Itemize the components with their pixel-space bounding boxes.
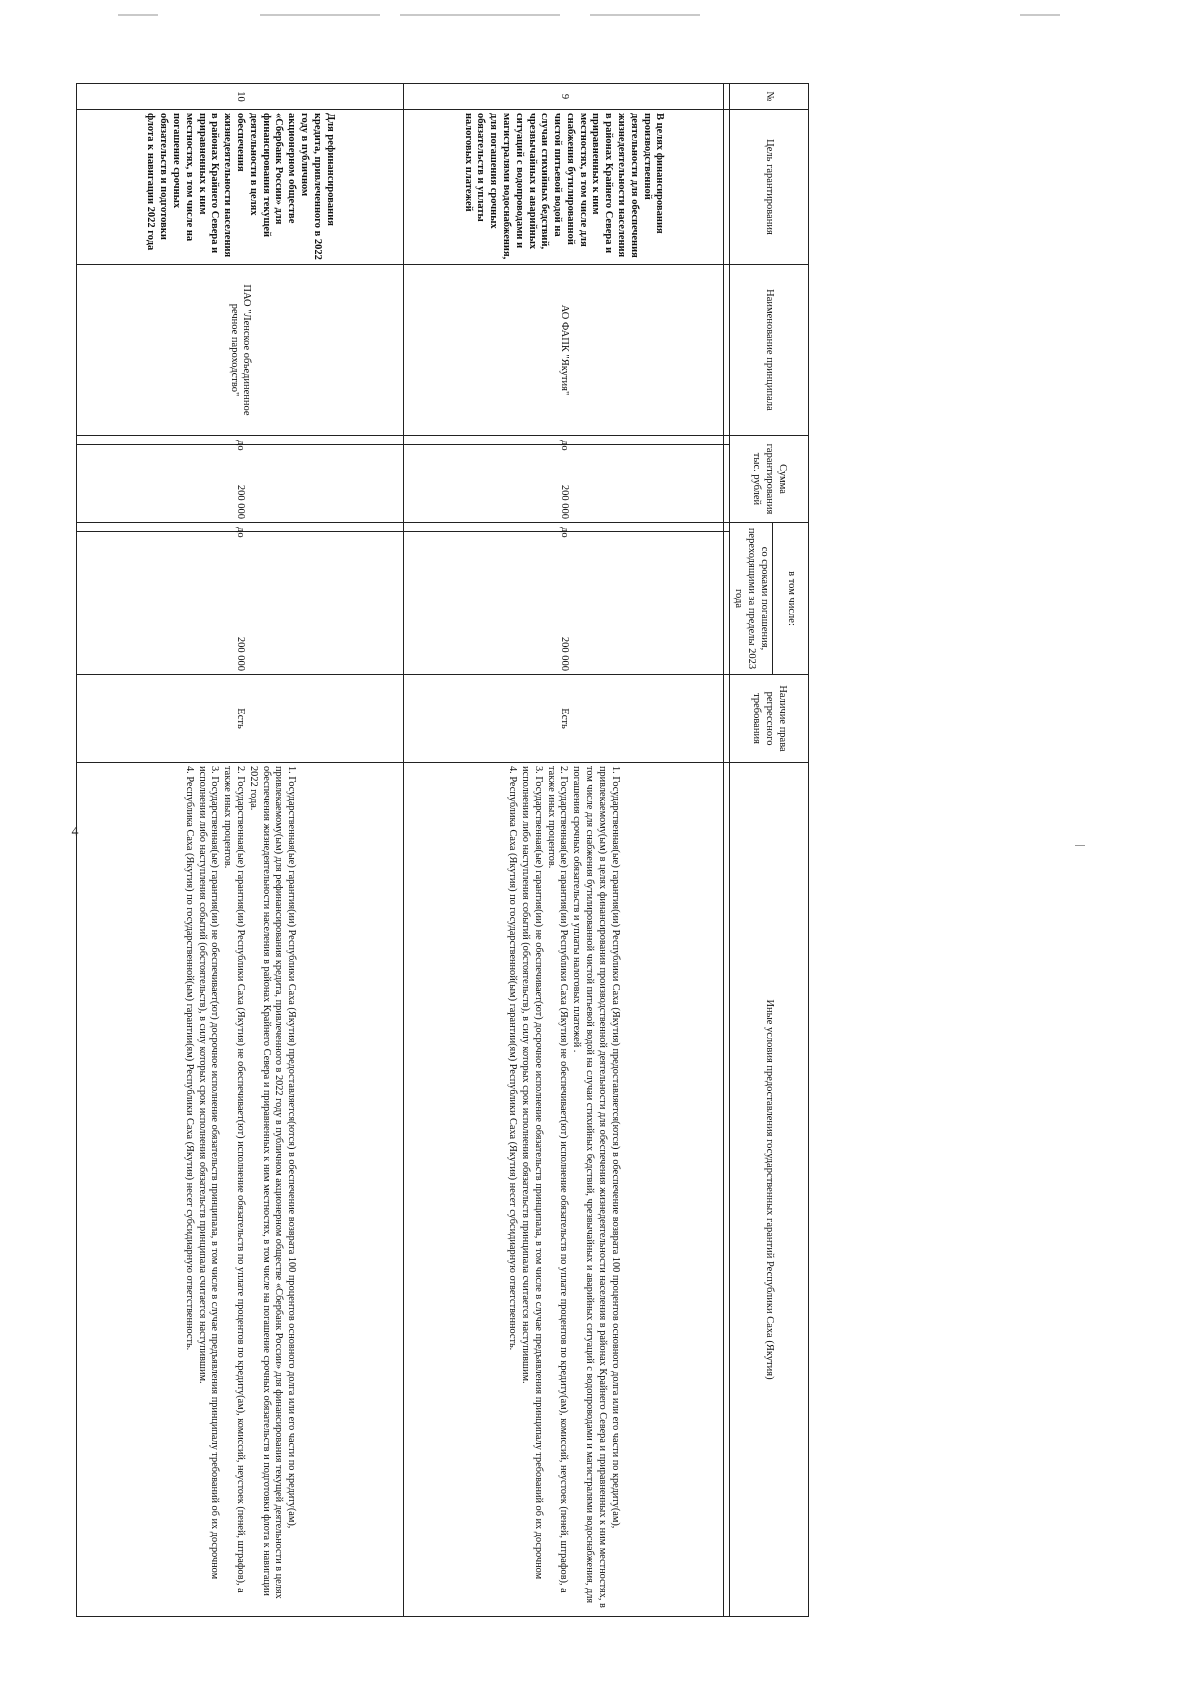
amount-prefix: до	[76, 436, 403, 445]
condition-item: 2. Государственная(ые) гарантия(ии) Республики Саха (Якутия) не обеспечивает(ют) исполнение обязательств по уплате процентов по кредиту(ам), комиссий, неустоек (пеней, штрафов), а также иных процентов.	[545, 766, 570, 1593]
row-principal: ПАО "Ленское объединенное речное пароходство"	[76, 265, 403, 436]
amount-prefix: до	[403, 436, 723, 445]
row-number: 10	[76, 84, 403, 110]
table-row	[76, 84, 403, 1617]
table-row	[403, 84, 723, 1617]
row-number: 9	[403, 84, 723, 110]
condition-item: 3. Государственная(ые) гарантия(ии) не обеспечивает(ют) досрочное исполнение обязательств принципала, в том числе в случае предъявления принципалу требований об их досрочном исполнении либо наступления событий (обстоятельств), в силу которых срок исполнения обязательств принципала считается наступившим.	[196, 766, 221, 1580]
header-including: в том числе:	[773, 523, 809, 675]
header-amount: Сумма гарантирования тыс. рублей	[729, 436, 808, 523]
row-recourse: Есть	[76, 675, 403, 763]
header-principal: Наименование принципала	[729, 265, 808, 436]
row-conditions	[76, 763, 403, 1617]
row-principal: АО ФАПК "Якутия"	[403, 265, 723, 436]
row-conditions	[403, 763, 723, 1617]
condition-item: 3. Государственная(ые) гарантия(ии) не обеспечивает(ют) досрочное исполнение обязательств принципала, в том числе в случае предъявления принципалу требований об их досрочном исполнении либо наступления событий (обстоятельств), в силу которых срок исполнения обязательств принципала считается наступившим.	[520, 766, 544, 1580]
header-conditions: Иные условия предоставления государственных гарантий Республики Саха (Якутия)	[729, 763, 808, 1617]
row-beyond: 200 000	[76, 532, 403, 675]
row-recourse: Есть	[403, 675, 723, 763]
header-purpose: Цель гарантирования	[729, 110, 808, 265]
beyond-prefix: до	[403, 523, 723, 532]
page-number: 4	[71, 824, 79, 840]
row-beyond: 200 000	[403, 532, 723, 675]
condition-item: 1. Государственная(ые) гарантия(ии) Республики Саха (Якутия) предоставляется(ются) в обеспечение возврата 100 процентов основного долга или его части по кредиту(ам), привлекаемому(ым) для рефинансирования кредита, привлеченного в 2022 году в публичном акционерном обществе «Сбербанк России» для финансирования текущей деятельности в целях обеспечения жизнедеятельности населения в районах Крайнего Севера и приравненных к ним местностях, в том числе на погашение срочных обязательств и подготовки флота к навигации 2022 года.	[247, 766, 298, 1599]
guarantees-table	[76, 83, 809, 1617]
condition-item: 1. Государственная(ые) гарантия(ии) Республики Саха (Якутия) предоставляется(ются) в обеспечение возврата 100 процентов основного долга или его части по кредиту(ам), привлекаемому(ым) в целях финансирования производственной деятельности для обеспечения жизнедеятельности населения в районах Крайнего Севера и приравненных к ним местностях, в том числе для снабжения бутилированной чистой питьевой водой на случаи стихийных бедствий, чрезвычайных и аварийных ситуаций с водопроводами и магистралями водоснабжения, для погашения срочных обязательств и уплаты налоговых платежей .	[571, 766, 621, 1608]
row-amount: 200 000	[76, 445, 403, 523]
header-num: №	[729, 84, 808, 110]
condition-item: 4. Республика Саха (Якутия) по государственной(ым) гарантии(ям) Республики Саха (Якутия) несет субсидиарную ответственность.	[507, 766, 519, 1351]
condition-item: 2. Государственная(ые) гарантия(ии) Республики Саха (Якутия) не обеспечивает(ют) исполнение обязательств по уплате процентов по кредиту(ам), комиссий, неустоек (пеней, штрафов), а также иных процентов.	[222, 766, 246, 1593]
row-purpose: Для рефинансирования кредита, привлеченного в 2022 году в публичном акционерном обществе «Сбербанк России» для финансирования текущей деятельности в целях обеспечения жизнедеятельности населения в районах Крайнего Севера и приравненных к ним местностях, в том числе на погашение срочных обязательств и подготовки флота к навигации 2022 года	[76, 110, 403, 265]
header-beyond: со сроками погашения, переходящими за пределы 2023 года	[729, 523, 772, 675]
row-amount: 200 000	[403, 445, 723, 523]
condition-item: 4. Республика Саха (Якутия) по государственной(ым) гарантии(ям) Республики Саха (Якутия) несет субсидиарную ответственность.	[183, 766, 195, 1351]
row-purpose: В целях финансирования производственной деятельности для обеспечения жизнедеятельности населения в районах Крайнего Севера и приравненных к ним местностях, в том числе для снабжения бутилированной чистой питьевой водой на случаи стихийных бедствий, чрезвычайных и аварийных ситуаций с водопроводами и магистралями водоснабжения, для погашения срочных обязательств и уплаты налоговых платежей	[403, 110, 723, 265]
beyond-prefix: до	[76, 523, 403, 532]
header-recourse: Наличие права регрессного требования	[729, 675, 808, 763]
